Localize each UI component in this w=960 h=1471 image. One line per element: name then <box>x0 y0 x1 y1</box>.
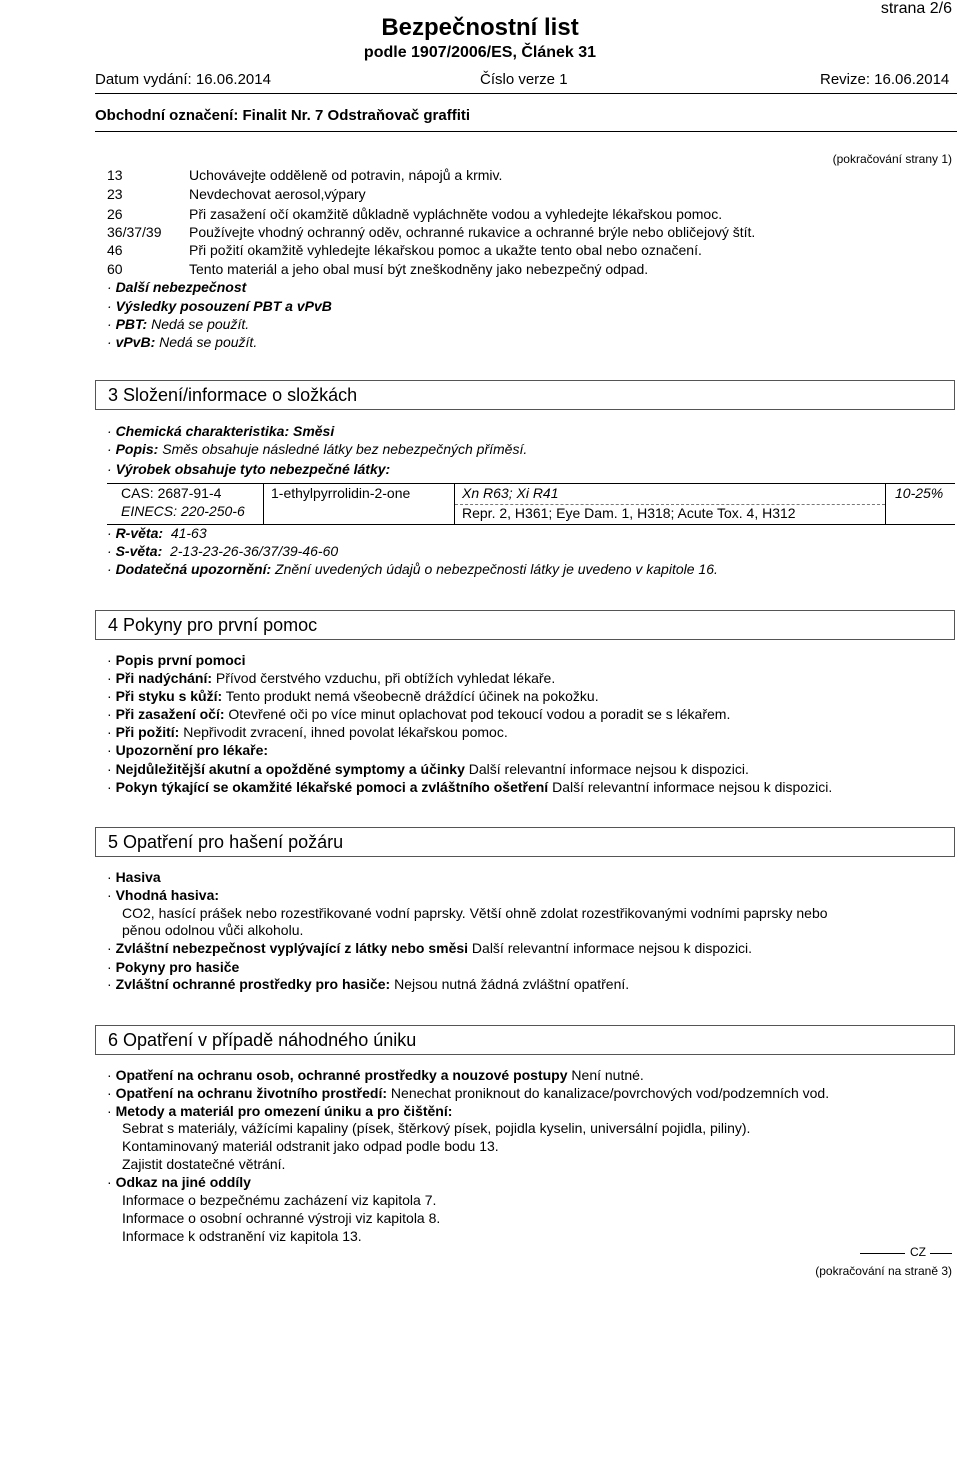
containment-text-3: Zajistit dostatečné větrání. <box>122 1156 286 1172</box>
special-hazards-row: · Zvláštní nebezpečnost vyplývající z látky nebo směsi Další relevantní informace nejsou k dispozici. <box>107 940 753 956</box>
section-4-header <box>95 610 955 640</box>
phrase-row <box>107 167 502 183</box>
einecs-number: EINECS: 220-250-6 <box>121 503 245 519</box>
description-row: · Popis: Směs obsahuje následné látky bez nebezpečných příměsí. <box>107 441 528 457</box>
suitable-media-text-2: pěnou odolnou vůči alkoholu. <box>122 922 304 938</box>
section-3-header <box>95 380 955 410</box>
header-rule <box>95 93 957 94</box>
header-rule-2 <box>95 131 957 132</box>
suitable-media-label: · Vhodná hasiva: <box>107 887 220 903</box>
section-6-title: 6 Opatření v případě náhodného úniku <box>108 1030 417 1050</box>
reference-text-1: Informace o bezpečnému zacházení viz kapitola 7. <box>122 1192 437 1208</box>
reference-sections: · Odkaz na jiné oddíly <box>107 1174 251 1190</box>
extinguishing-media: · Hasiva <box>107 869 161 885</box>
inhalation-row: · Při nadýchání: Přívod čerstvého vzduchu, při obtížích vyhledat lékaře. <box>107 670 556 686</box>
section-4-title: 4 Pokyny pro první pomoc <box>108 615 318 635</box>
pbt-results: · Výsledky posouzení PBT a vPvB <box>107 298 332 314</box>
phrase-text: Tento materiál a jeho obal musí být zneškodněny jako nebezpečný odpad. <box>189 261 649 277</box>
containment-methods: · Metody a materiál pro omezení úniku a pro čištění: <box>107 1103 453 1119</box>
phrase-code: 26 <box>107 206 123 222</box>
suitable-media-text: CO2, hasící prášek nebo rozestřikované vodní paprsky. Větší ohně zdolat rozestřikovanými vodními paprsky nebo <box>122 905 828 921</box>
first-aid-description: · Popis první pomoci <box>107 652 246 668</box>
personal-precautions-row: · Opatření na ochranu osob, ochranné prostředky a nouzové postupy Není nutné. <box>107 1067 644 1083</box>
revision-date: Revize: 16.06.2014 <box>820 71 950 88</box>
footer-rule-right <box>930 1253 952 1254</box>
phrase-text: Při požití okamžitě vyhledejte lékařskou pomoc a ukažte tento obal nebo označení. <box>189 242 702 258</box>
phrase-row <box>107 242 702 258</box>
hazardous-ingredients: · Výrobek obsahuje tyto nebezpečné látky: <box>107 461 391 477</box>
reference-text-2: Informace o osobní ochranné výstroji viz kapitola 8. <box>122 1210 441 1226</box>
protective-equipment-row: · Zvláštní ochranné prostředky pro hasiče: Nejsou nutná žádná zvláštní opatření. <box>107 976 630 992</box>
footer-rule-left <box>860 1253 905 1254</box>
phrase-code: 46 <box>107 242 123 258</box>
section-3-title: 3 Složení/informace o složkách <box>108 385 358 405</box>
classification-clp: Repr. 2, H361; Eye Dam. 1, H318; Acute Tox. 4, H312 <box>462 505 796 521</box>
containment-text-2: Kontaminovaný materiál odstranit jako odpad podle bodu 13. <box>122 1138 499 1154</box>
phrase-text: Nevdechovat aerosol,výpary <box>189 186 366 202</box>
language-code: CZ <box>910 1245 926 1259</box>
chemical-characteristics: · Chemická charakteristika: Směsi <box>107 423 335 439</box>
phrase-text: Uchovávejte odděleně od potravin, nápojů a krmiv. <box>189 167 503 183</box>
symptoms-row: · Nejdůležitější akutní a opožděné symptomy a účinky Další relevantní informace nejsou k dispozici. <box>107 761 749 777</box>
other-hazards: · Další nebezpečnost <box>107 279 247 295</box>
additional-info: · Dodatečná upozornění: Znění uvedených údajů o nebezpečnosti látky je uvedeno v kapitole 16. <box>107 561 718 577</box>
document-title: Bezpečnostní list <box>381 14 579 41</box>
version-number: Číslo verze 1 <box>480 71 568 88</box>
ingredients-table <box>107 483 955 525</box>
table-divider <box>263 484 264 524</box>
phrase-code: 23 <box>107 186 123 202</box>
firefighters-advice: · Pokyny pro hasiče <box>107 959 240 975</box>
document-subtitle: podle 1907/2006/ES, Článek 31 <box>363 44 597 61</box>
pbt-row: · PBT: Nedá se použít. <box>107 316 250 332</box>
r-phrases: · R-věta: 41-63 <box>107 525 207 541</box>
phrase-text: Při zasažení očí okamžitě důkladně vypláchněte vodou a vyhledejte lékařskou pomoc. <box>189 206 723 222</box>
ingestion-row: · Při požití: Nepřivodit zvracení, ihned povolat lékařskou pomoc. <box>107 724 508 740</box>
phrase-row <box>107 186 366 202</box>
note-to-doctor: · Upozornění pro lékaře: <box>107 742 269 758</box>
phrase-row <box>107 206 722 222</box>
table-divider <box>885 484 886 524</box>
environmental-precautions-row: · Opatření na ochranu životního prostředí: Nenechat proniknout do kanalizace/povrchových vod/podzemních vod. <box>107 1085 830 1101</box>
page-number: strana 2/6 <box>880 0 952 17</box>
continued-on: (pokračování na straně 3) <box>815 1264 952 1278</box>
vpvb-row: · vPvB: Nedá se použít. <box>107 334 258 350</box>
phrase-row <box>107 224 755 240</box>
section-5-header <box>95 827 955 857</box>
reference-text-3: Informace k odstranění viz kapitola 13. <box>122 1228 362 1244</box>
eye-contact-row: · Při zasažení očí: Otevřené oči po více minut oplachovat pod tekoucí vodou a poradit se s lékařem. <box>107 706 731 722</box>
substance-name: 1-ethylpyrrolidin-2-one <box>271 485 411 501</box>
s-phrases: · S-věta: 2-13-23-26-36/37/39-46-60 <box>107 543 339 559</box>
phrase-row <box>107 261 648 277</box>
phrase-code: 13 <box>107 167 123 183</box>
trade-name: Obchodní označení: Finalit Nr. 7 Odstraňovač graffiti <box>95 107 471 124</box>
classification-67548: Xn R63; Xi R41 <box>462 485 559 501</box>
section-6-header <box>95 1025 955 1055</box>
section-5-title: 5 Opatření pro hašení požáru <box>108 832 344 852</box>
concentration: 10-25% <box>895 485 944 501</box>
skin-contact-row: · Při styku s kůží: Tento produkt nemá všeobecně dráždící účinek na pokožku. <box>107 688 599 704</box>
phrase-code: 36/37/39 <box>107 224 162 240</box>
issue-date: Datum vydání: 16.06.2014 <box>95 71 271 88</box>
containment-text-1: Sebrat s materiály, vážícími kapaliny (písek, štěrkový písek, pojidla kyselin, universální pojidla, piliny). <box>122 1120 751 1136</box>
continued-from: (pokračování strany 1) <box>832 152 952 166</box>
cas-number: CAS: 2687-91-4 <box>121 485 222 501</box>
phrase-code: 60 <box>107 261 123 277</box>
treatment-row: · Pokyn týkající se okamžité lékařské pomoci a zvláštního ošetření Další relevantní informace nejsou k dispozici. <box>107 779 833 795</box>
phrase-text: Používejte vhodný ochranný oděv, ochranné rukavice a ochranné brýle nebo obličejový štít. <box>189 224 756 240</box>
